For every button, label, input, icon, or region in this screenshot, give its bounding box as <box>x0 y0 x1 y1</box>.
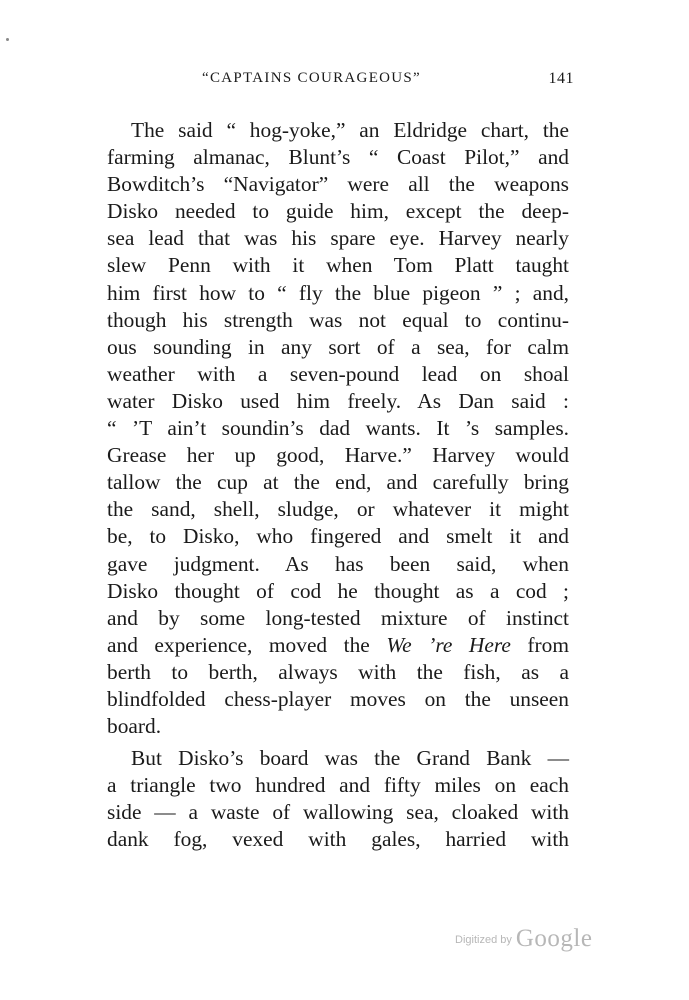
text-line: ous sounding in any sort of a sea, for calm <box>107 334 569 359</box>
text-line: farming almanac, Blunt’s “ Coast Pilot,” and <box>107 145 569 170</box>
text-line: Disko needed to guide him, except the deep- <box>107 199 569 224</box>
text-line: side — a waste of wallowing sea, cloaked with <box>107 800 569 825</box>
text-line: water Disko used him freely. As Dan said : <box>107 388 569 413</box>
text-line: tallow the cup at the end, and carefully bring <box>107 470 569 495</box>
text-line: sea lead that was his spare eye. Harvey nearly <box>107 226 569 251</box>
body-text <box>107 117 569 854</box>
text-line: Disko thought of cod he thought as a cod ; <box>107 578 569 603</box>
page-number: 141 <box>548 70 574 87</box>
text-line-with-ship-name <box>107 632 569 659</box>
watermark-prefix: Digitized by <box>455 934 512 946</box>
running-header <box>110 70 578 94</box>
text-fragment: and experience, moved the <box>107 632 370 657</box>
running-title: “CAPTAINS COURAGEOUS” <box>202 70 422 86</box>
text-line: But Disko’s board was the Grand Bank — <box>131 746 569 771</box>
text-line: “ ’T ain’t soundin’s dad wants. It ’s samples. <box>107 416 569 441</box>
text-fragment: from <box>527 632 569 657</box>
text-line: be, to Disko, who fingered and smelt it and <box>107 524 569 549</box>
text-line: The said “ hog-yoke,” an Eldridge chart, the <box>131 118 569 142</box>
text-line: weather with a seven-pound lead on shoal <box>107 361 569 386</box>
digitized-watermark <box>455 925 592 953</box>
text-line: berth to berth, always with the fish, as a <box>107 659 569 684</box>
text-line: gave judgment. As has been said, when <box>107 551 569 576</box>
text-line: blindfolded chess-player moves on the unseen <box>107 686 569 711</box>
watermark-brand: Google <box>515 925 593 952</box>
text-line: and by some long-tested mixture of instinct <box>107 605 569 630</box>
text-line: dank fog, vexed with gales, harried with <box>107 827 569 852</box>
margin-speck <box>6 38 9 41</box>
text-line: Grease her up good, Harve.” Harvey would <box>107 443 569 468</box>
text-line: slew Penn with it when Tom Platt taught <box>107 253 569 278</box>
text-line: a triangle two hundred and fifty miles on each <box>107 773 569 798</box>
ship-name: We ’re Here <box>386 632 511 657</box>
text-line: Bowditch’s “Navigator” were all the weapons <box>107 172 569 197</box>
text-line: board. <box>107 714 162 739</box>
text-line: the sand, shell, sludge, or whatever it might <box>107 497 569 522</box>
text-line: him first how to “ fly the blue pigeon ” ; and, <box>107 280 569 305</box>
text-line: though his strength was not equal to continu- <box>107 307 569 332</box>
